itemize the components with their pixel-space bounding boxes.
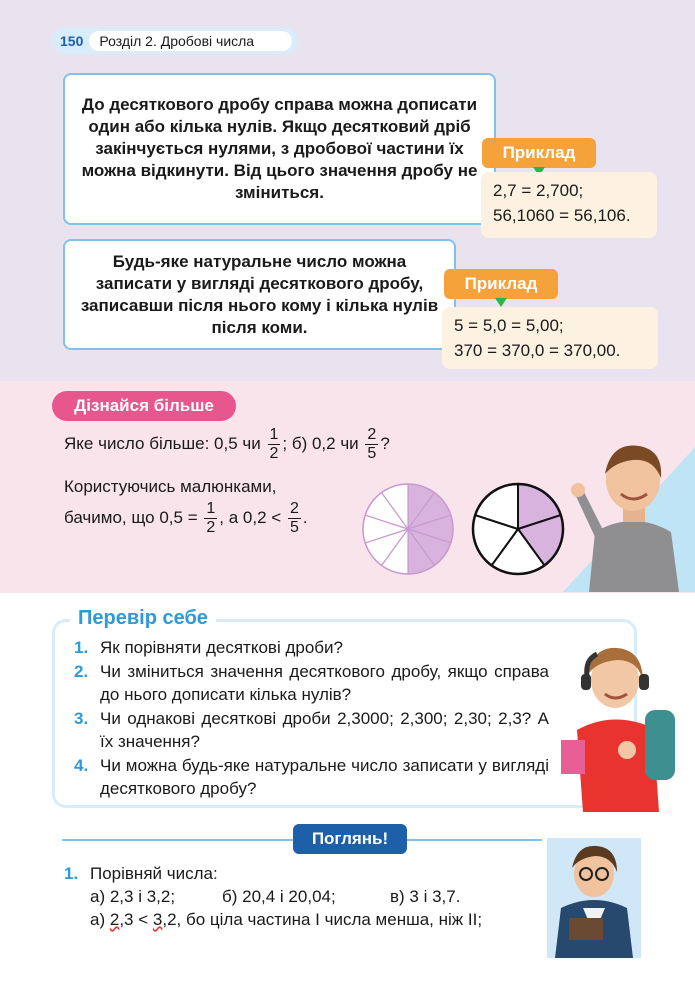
item-number: 1. — [74, 638, 89, 657]
headphone-cup-left — [581, 674, 591, 690]
list-item — [74, 636, 549, 660]
fraction-one-half — [268, 426, 281, 463]
item-text: Чи зміниться значення десяткового дробу, якщо справа до нього дописати кілька нулів? — [100, 661, 549, 704]
option-a: а) 2,3 і 3,2; — [90, 887, 176, 906]
underlined-digit-3: 3 — [152, 910, 163, 929]
self-check-list — [74, 636, 549, 801]
list-item — [74, 660, 549, 707]
list-item — [74, 754, 549, 801]
book-shape — [561, 740, 585, 774]
rule-box-natural-number — [63, 239, 456, 350]
item-number: 2. — [74, 661, 89, 681]
boy-pointing-illustration — [563, 432, 695, 592]
learn-more-conclusion — [64, 500, 308, 537]
question-text: Яке число більше: 0,5 чи — [64, 433, 261, 453]
rule-box-trailing-zeros — [63, 73, 496, 225]
backpack-shape — [645, 710, 675, 780]
fraction-two-fifths — [288, 500, 301, 537]
headphone-cup-right — [639, 674, 649, 690]
fraction-numerator: 1 — [206, 500, 216, 517]
rule-text-1: До десяткового дробу справа можна дописати один або кілька нулів. Якщо десятковий дріб закінчується нулями, з дробової частини їх можна відкинути. Від цього значення дробу не зміниться. — [81, 95, 478, 202]
example-1-line-2: 56,1060 = 56,106. — [493, 206, 631, 225]
fraction-denominator: 2 — [206, 519, 216, 536]
example-label-1: Приклад — [482, 138, 596, 168]
look-title: Поглянь! — [293, 824, 407, 854]
task-text: Порівняй числа: — [90, 864, 218, 883]
question-mark: ? — [380, 433, 390, 453]
item-text: Чи однакові десяткові дроби 2,3000; 2,300; 2,30; 2,3? А їх значення? — [100, 708, 549, 751]
task-number: 1. — [64, 864, 79, 883]
answer-text-end: ,2, бо ціла частина І числа менша, ніж ІІ; — [162, 910, 483, 929]
fraction-denominator: 5 — [289, 519, 299, 536]
fraction-pie-diagrams — [362, 481, 572, 577]
example-label-2: Приклад — [444, 269, 558, 299]
fraction-denominator: 5 — [367, 445, 377, 462]
conclusion-text-mid: , а 0,2 < — [219, 507, 282, 527]
section-title: Розділ 2. Дробові числа — [89, 31, 292, 51]
conclusion-period: . — [302, 507, 308, 527]
fraction-two-fifths — [365, 426, 378, 463]
item-text: Чи можна будь-яке натуральне число записати у вигляді десяткового дробу? — [100, 755, 549, 798]
raised-arm-shape — [575, 490, 603, 537]
fraction-numerator: 1 — [269, 426, 279, 443]
question-text-mid: ; б) 0,2 чи — [282, 433, 359, 453]
fraction-numerator: 2 — [367, 426, 377, 443]
item-number: 3. — [74, 708, 89, 728]
answer-prefix: а) — [90, 910, 110, 929]
girl-thumbs-up-illustration — [553, 640, 683, 812]
item-text: Як порівняти десяткові дроби? — [100, 638, 343, 657]
answer-text-mid: ,3 < — [119, 910, 153, 929]
learn-more-question — [64, 426, 390, 463]
rule-text-2: Будь-яке натуральне число можна записати у вигляді десяткового дробу, записавши після нього кому і кілька нулів після коми. — [80, 251, 439, 337]
self-check-title: Перевір себе — [70, 604, 216, 632]
example-box-1 — [481, 172, 657, 238]
sweater-shape — [589, 521, 679, 592]
item-number: 4. — [74, 755, 89, 775]
example-box-2 — [442, 307, 658, 369]
look-answer — [90, 910, 482, 930]
example-2-line-1: 5 = 5,0 = 5,00; — [454, 316, 564, 335]
learn-more-title: Дізнайся більше — [52, 391, 236, 421]
look-options — [90, 887, 460, 907]
fraction-numerator: 2 — [289, 500, 299, 517]
look-task — [64, 864, 218, 884]
fraction-denominator: 2 — [269, 445, 279, 462]
page-number: 150 — [60, 33, 84, 49]
boy-with-glasses-illustration — [547, 838, 641, 958]
pointing-hand-shape — [571, 483, 585, 497]
example-2-line-2: 370 = 370,0 = 370,00. — [454, 341, 621, 360]
thumbs-up-hand-shape — [618, 741, 636, 759]
page-header — [52, 28, 298, 54]
book-shape — [569, 918, 603, 940]
learn-more-line-2: Користуючись малюнками, — [64, 477, 277, 496]
conclusion-text: бачимо, що 0,5 = — [64, 507, 198, 527]
option-b: б) 20,4 і 20,04; — [222, 887, 336, 906]
underlined-digit-2: 2 — [109, 910, 120, 929]
option-c: в) 3 і 3,7. — [390, 887, 461, 906]
example-1-line-1: 2,7 = 2,700; — [493, 181, 584, 200]
fraction-one-half — [204, 500, 217, 537]
list-item — [74, 707, 549, 754]
